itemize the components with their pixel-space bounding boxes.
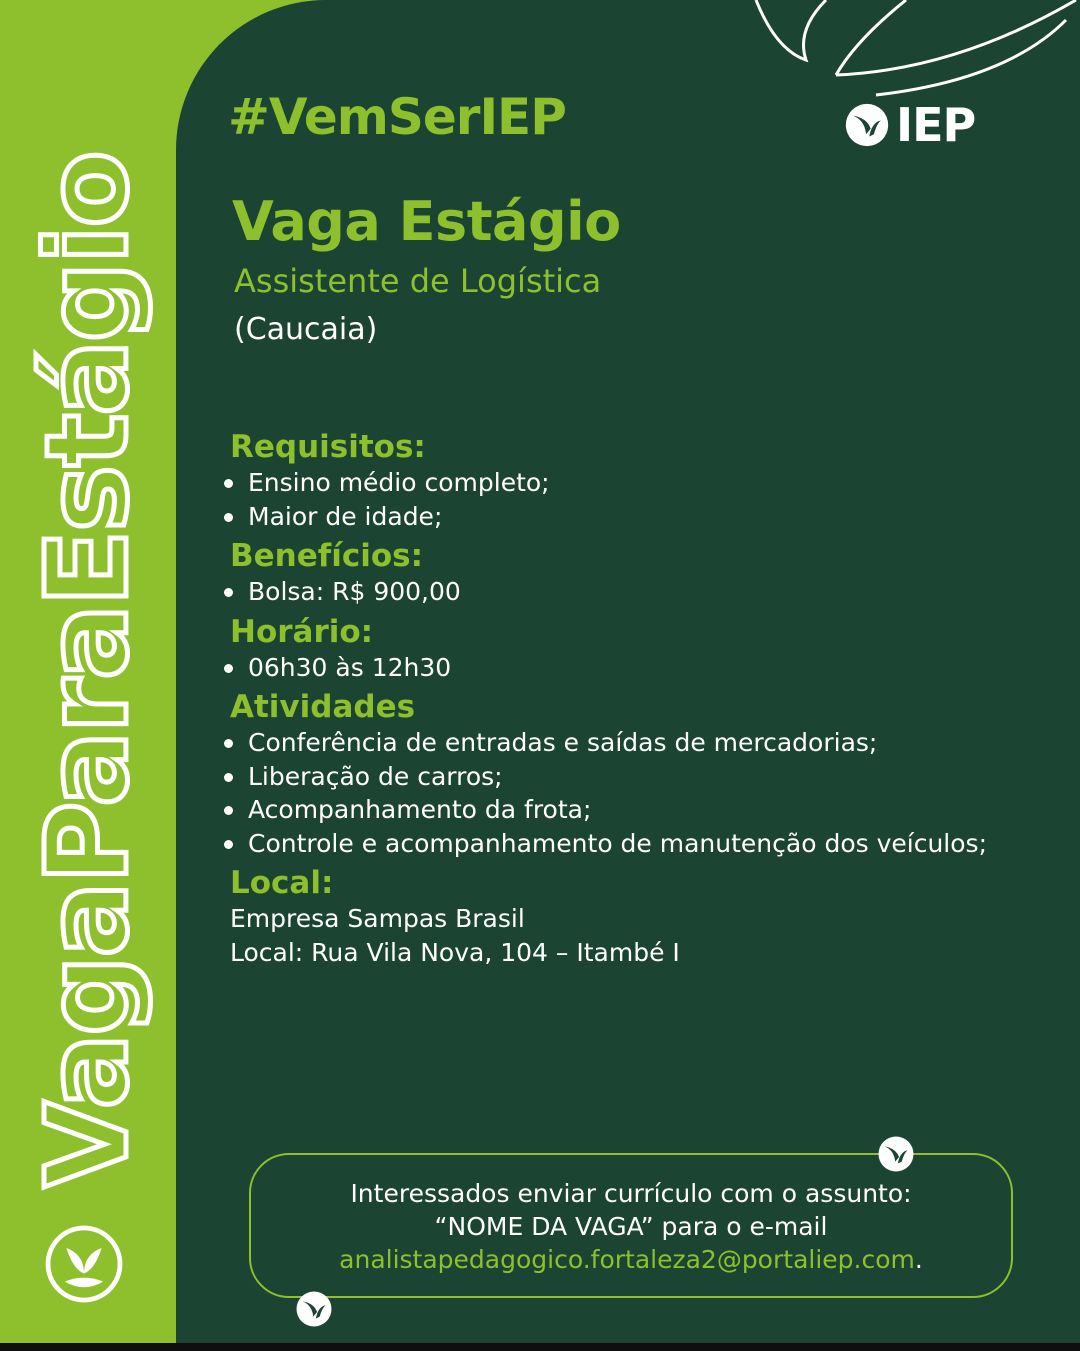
brand-logo bbox=[844, 100, 975, 150]
list-item: Maior de idade; bbox=[222, 500, 1062, 534]
list-item: Ensino médio completo; bbox=[222, 466, 1062, 500]
bottom-edge bbox=[0, 1343, 1080, 1351]
horario-list bbox=[222, 651, 1062, 685]
requisitos-list bbox=[222, 466, 1062, 533]
section-heading-requisitos: Requisitos: bbox=[230, 429, 426, 465]
section-heading-local: Local: bbox=[230, 865, 334, 901]
list-item: Acompanhamento da frota; bbox=[222, 793, 1062, 827]
section-heading-atividades: Atividades bbox=[230, 689, 416, 725]
atividades-list bbox=[222, 726, 1062, 860]
beneficios-list bbox=[222, 575, 1062, 609]
list-item: Bolsa: R$ 900,00 bbox=[222, 575, 1062, 609]
contact-line-1: Interessados enviar currículo com o assunto: bbox=[350, 1179, 912, 1208]
job-subtitle: Assistente de Logística bbox=[234, 262, 602, 300]
local-company: Empresa Sampas Brasil bbox=[230, 904, 525, 933]
iep-emblem-icon bbox=[844, 102, 890, 148]
contact-line-2: “NOME DA VAGA” para o e-mail bbox=[434, 1212, 828, 1241]
local-address: Local: Rua Vila Nova, 104 – Itambé I bbox=[230, 937, 680, 967]
list-item: Liberação de carros; bbox=[222, 760, 1062, 794]
contact-line-3 bbox=[251, 1243, 1011, 1276]
iep-emblem-icon bbox=[877, 1135, 915, 1173]
vertical-title: VagaParaEstágio bbox=[23, 152, 153, 1188]
leaf-decoration-icon bbox=[736, 0, 1080, 110]
section-heading-beneficios: Benefícios: bbox=[230, 538, 424, 574]
list-item: Controle e acompanhamento de manutenção dos veículos; bbox=[222, 827, 1062, 861]
contact-email-link[interactable]: analistapedagogico.fortaleza2@portaliep.com bbox=[339, 1245, 915, 1274]
list-item: 06h30 às 12h30 bbox=[222, 651, 1062, 685]
contact-text bbox=[251, 1177, 1011, 1276]
job-details bbox=[222, 428, 1062, 969]
list-item: Conferência de entradas e saídas de mercadorias; bbox=[222, 726, 1062, 760]
iep-emblem-icon bbox=[295, 1290, 333, 1328]
iep-emblem-icon bbox=[44, 1224, 124, 1304]
contact-trailing: . bbox=[914, 1245, 923, 1274]
section-heading-horario: Horário: bbox=[230, 613, 374, 650]
job-title: Vaga Estágio bbox=[232, 190, 621, 253]
job-city: (Caucaia) bbox=[234, 312, 378, 347]
contact-box bbox=[249, 1153, 1013, 1298]
brand-name: IEP bbox=[896, 98, 976, 152]
side-banner bbox=[0, 140, 176, 1200]
hashtag: #VemSerIEP bbox=[228, 88, 566, 146]
